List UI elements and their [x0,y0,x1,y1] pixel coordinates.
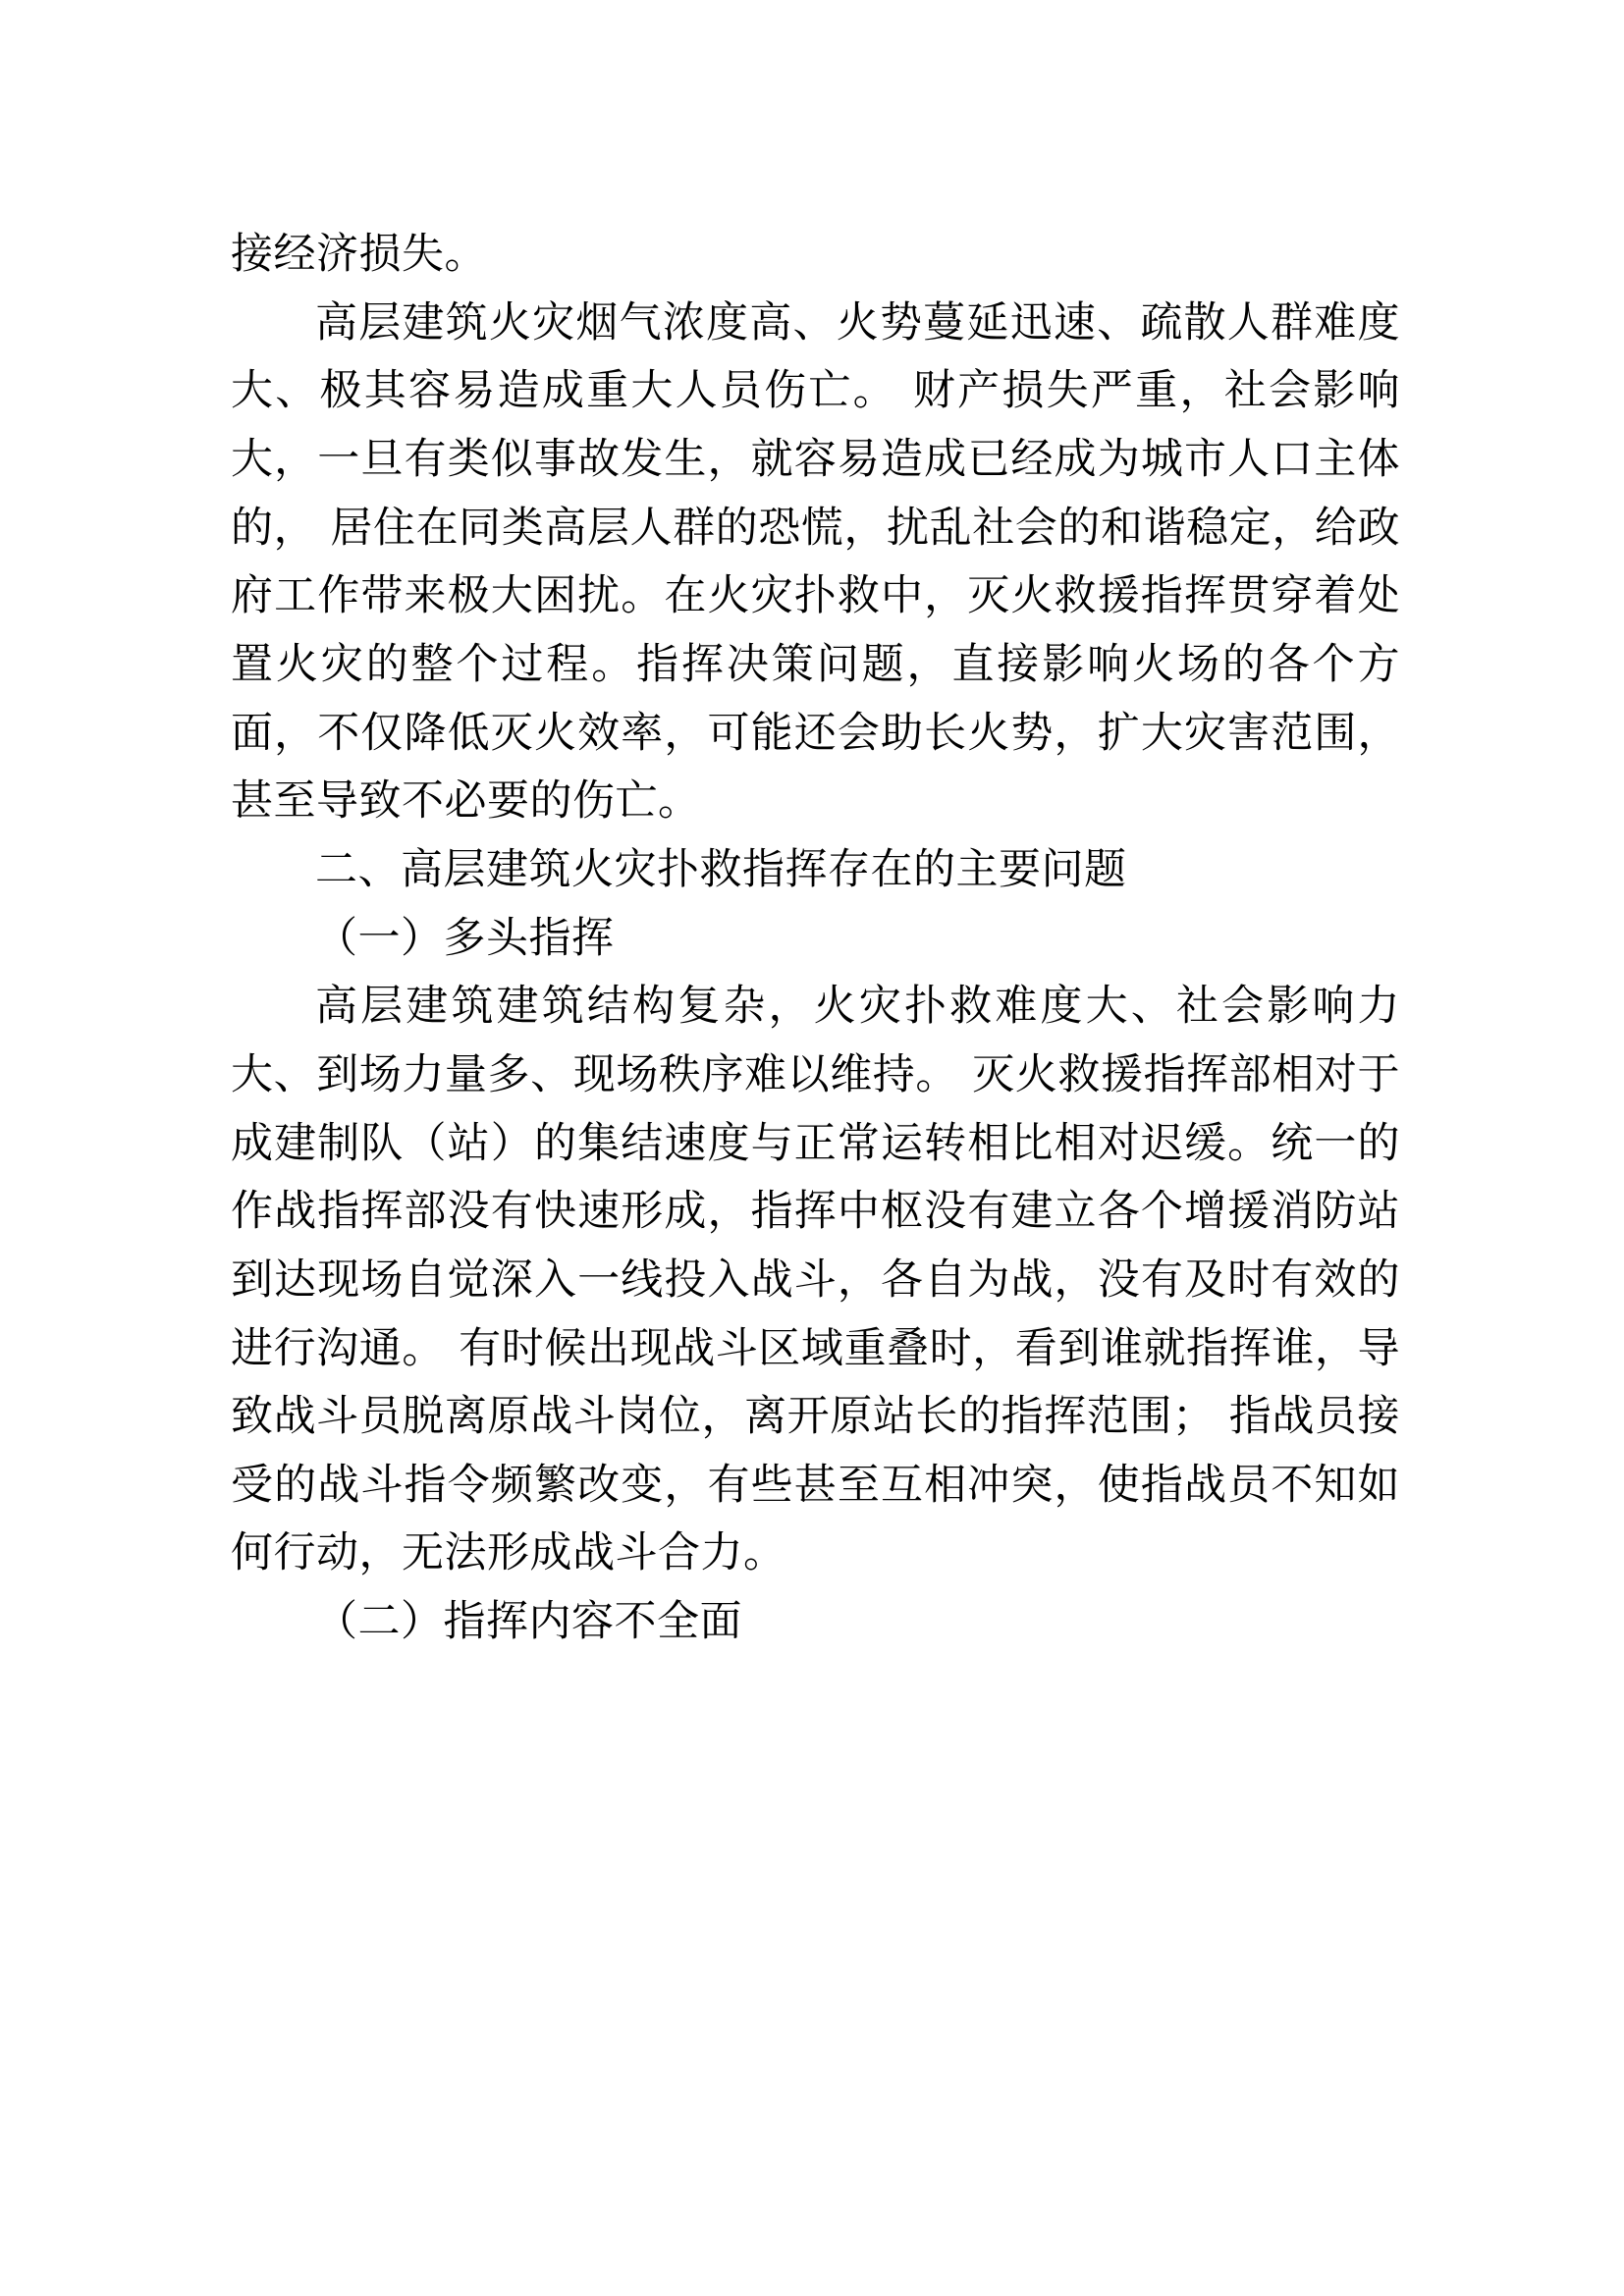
paragraph-highrise-risk: 高层建筑火灾烟气浓度高、火势蔓延迅速、疏散人群难度大、极其容易造成重大人员伤亡。 财产损失严重，社会影响大，一旦有类似事故发生，就容易造成已经成为城市人口主体的， 居住在同类高层人群的恐慌，扰乱社会的和谐稳定，给政府工作带来极大困扰。在火灾扑救中，灭火救援指挥贯穿着处置火灾的整个过程。指挥决策问题，直接影响火场的各个方面，不仅降低灭火效率，可能还会助长火势，扩大灾害范围，甚至导致不必要的伤亡。 [231,297,1400,827]
document-body [231,221,1400,1657]
heading-subsection-two: （二）指挥内容不全面 [315,1597,742,1647]
heading-section-two: 二、高层建筑火灾扑救指挥存在的主要问题 [315,844,1127,894]
paragraph-continuation: 接经济损失。 [231,230,487,279]
heading-subsection-one: （一）多头指挥 [315,913,615,963]
paragraph-multi-command: 高层建筑建筑结构复杂，火灾扑救难度大、社会影响力大、到场力量多、现场秩序难以维持。 灭火救援指挥部相对于成建制队（站）的集结速度与正常运转相比相对迟缓。统一的作战指挥部没有快速形成，指挥中枢没有建立各个增援消防站到达现场自觉深入一线投入战斗，各自为战，没有及时有效的进行沟通。 有时候出现战斗区域重叠时，看到谁就指挥谁，导致战斗员脱离原战斗岗位，离开原站长的指挥范围； 指战员接受的战斗指令频繁改变，有些甚至互相冲突，使指战员不知如何行动，无法形成战斗合力。 [231,982,1400,1578]
